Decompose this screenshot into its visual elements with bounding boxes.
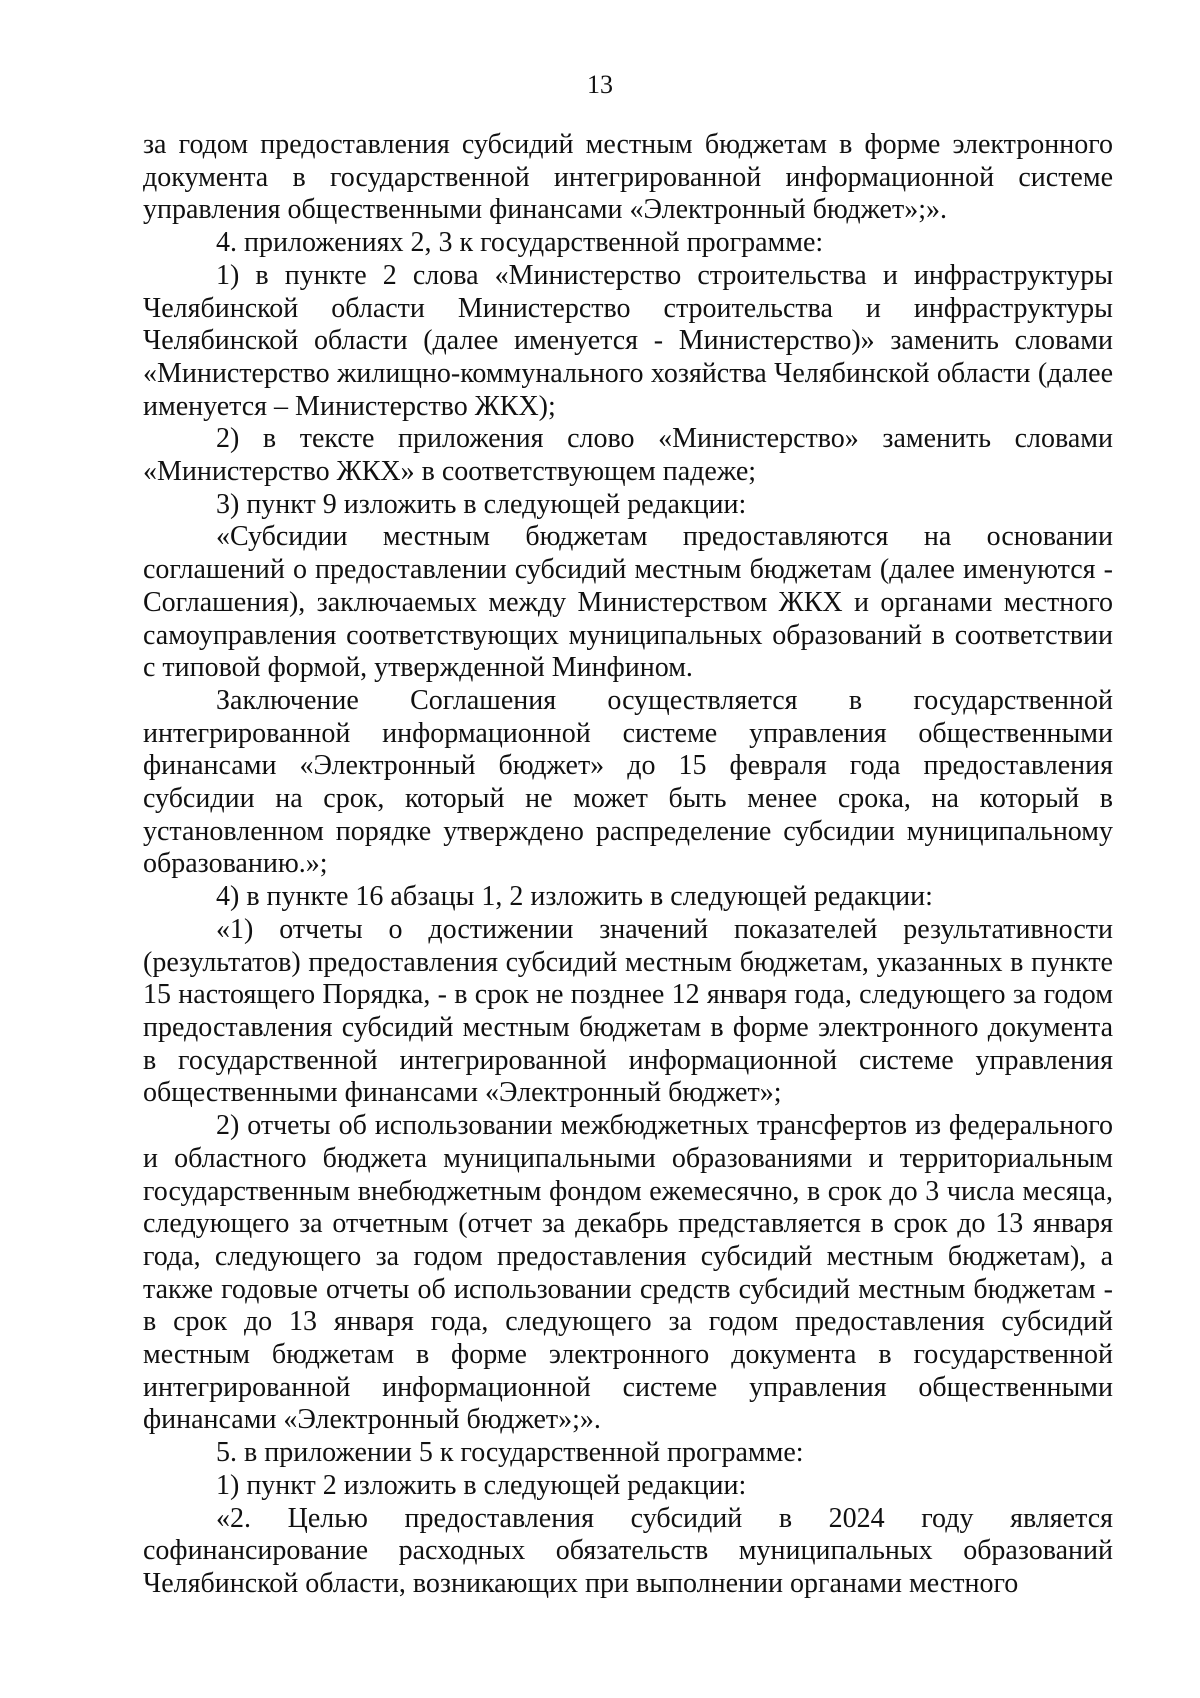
paragraph: 4) в пункте 16 абзацы 1, 2 изложить в следующей редакции: [216,881,933,913]
paragraph: 2) отчеты об использовании межбюджетных трансфертов из федерального и областного бюджета муниципальными образованиями и территориальным государственным внебюджетным фондом ежемесячно, в срок до 3 числа месяца, следующего за отчетным (отчет за декабрь представляется в срок до 13 января года, следующего за годом предоставления субсидий местным бюджетам), а также годовые отчеты об использовании средств субсидий местным бюджетам - в срок до 13 января года, следующего за годом предоставления субсидий местным бюджетам в форме электронного документа в государственной интегрированной информационной системе управления общественными финансами «Электронный бюджет»;». [143,1110,1113,1436]
paragraph: 1) в пункте 2 слова «Министерство строительства и инфраструктуры Челябинской области Министерство строительства и инфраструктуры Челябинской области (далее именуется - Министерство)» заменить словами «Министерство жилищно-коммунального хозяйства Челябинской области (далее именуется – Министерство ЖКХ); [143,259,1113,422]
paragraph: 1) пункт 2 изложить в следующей редакции: [216,1469,747,1501]
document-body [143,129,1113,1601]
paragraph: «2. Целью предоставления субсидий в 2024 году является софинансирование расходных обязательств муниципальных образований Челябинской области, возникающих при выполнении органами местного [143,1502,1113,1599]
paragraph: 3) пункт 9 изложить в следующей редакции: [216,488,747,520]
paragraph: «1) отчеты о достижении значений показателей результативности (результатов) предоставления субсидий местным бюджетам, указанных в пункте 15 настоящего Порядка, - в срок не позднее 12 января года, следующего за годом предоставления субсидий местным бюджетам в форме электронного документа в государственной интегрированной информационной системе управления общественными финансами «Электронный бюджет»; [143,913,1113,1109]
paragraph: за годом предоставления субсидий местным бюджетам в форме электронного документа в государственной интегрированной информационной системе управления общественными финансами «Электронный бюджет»;». [143,129,1113,226]
paragraph: 2) в тексте приложения слово «Министерство» заменить словами «Министерство ЖКХ» в соответствующем падеже; [143,423,1113,488]
paragraph: 4. приложениях 2, 3 к государственной программе: [216,227,824,259]
paragraph: «Субсидии местным бюджетам предоставляются на основании соглашений о предоставлении субсидий местным бюджетам (далее именуются - Соглашения), заключаемых между Министерством ЖКХ и органами местного самоуправления соответствующих муниципальных образований в соответствии с типовой формой, утвержденной Минфином. [143,521,1113,684]
paragraph: Заключение Соглашения осуществляется в государственной интегрированной информационной системе управления общественными финансами «Электронный бюджет» до 15 февраля года предоставления субсидии на срок, который не может быть менее срока, на который в установленном порядке утверждено распределение субсидии муниципальному образованию.»; [143,684,1113,880]
page-number: 13 [587,70,613,99]
paragraph: 5. в приложении 5 к государственной программе: [216,1437,804,1469]
